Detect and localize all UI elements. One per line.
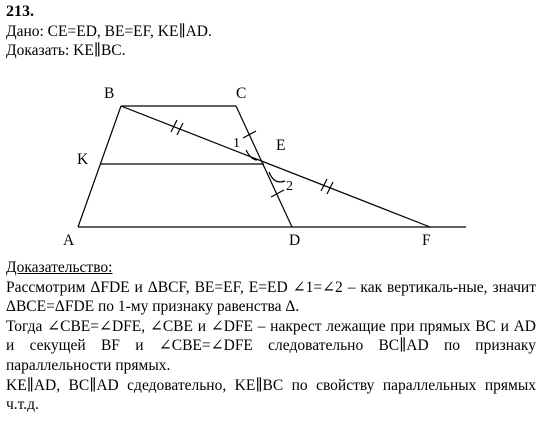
segment-cd (236, 106, 292, 227)
point-a-label: A (63, 232, 75, 249)
proof-block (6, 258, 536, 415)
proof-paragraph-3: KE∥AD, BC∥AD сдедовательно, KE∥BC по свойству параллельных прямых ч.т.д. (6, 376, 536, 414)
proof-heading: Доказательство: (6, 259, 113, 276)
point-k-label: K (77, 151, 89, 168)
proof-paragraph-2: Тогда ∠CBE=∠DFE, ∠CBE и ∠DFE – накрест лежащие при прямых BC и AD и секущей BF и ∠CBE=∠DFE следовательно BC∥AD по признаку параллельности прямых. (6, 317, 536, 374)
point-d-label: D (289, 232, 301, 249)
point-e-label: E (276, 137, 286, 154)
prove-statement: Доказать: KE∥BC. (6, 42, 126, 59)
point-f-label: F (422, 232, 431, 249)
tick-ef-2 (327, 182, 333, 194)
point-c-label: C (236, 85, 247, 102)
point-b-label: B (104, 85, 115, 102)
problem-number: 213. (6, 3, 34, 20)
tick-ce (243, 131, 256, 138)
tick-be-2 (177, 123, 183, 135)
segment-bf (121, 106, 430, 227)
angle-2-label: 2 (286, 179, 293, 194)
proof-paragraph-1: Рассмотрим ΔFDE и ΔBCF, BE=EF, E=ED ∠1=∠2 – как вертикаль-ные, значит ΔBCE=ΔFDE по 1-му признаку равенства Δ. (6, 278, 536, 316)
angle-2-arc (269, 172, 285, 182)
angle-1-label: 1 (233, 136, 240, 151)
given-statement: Дано: CE=ED, BE=EF, KE∥AD. (6, 23, 212, 40)
